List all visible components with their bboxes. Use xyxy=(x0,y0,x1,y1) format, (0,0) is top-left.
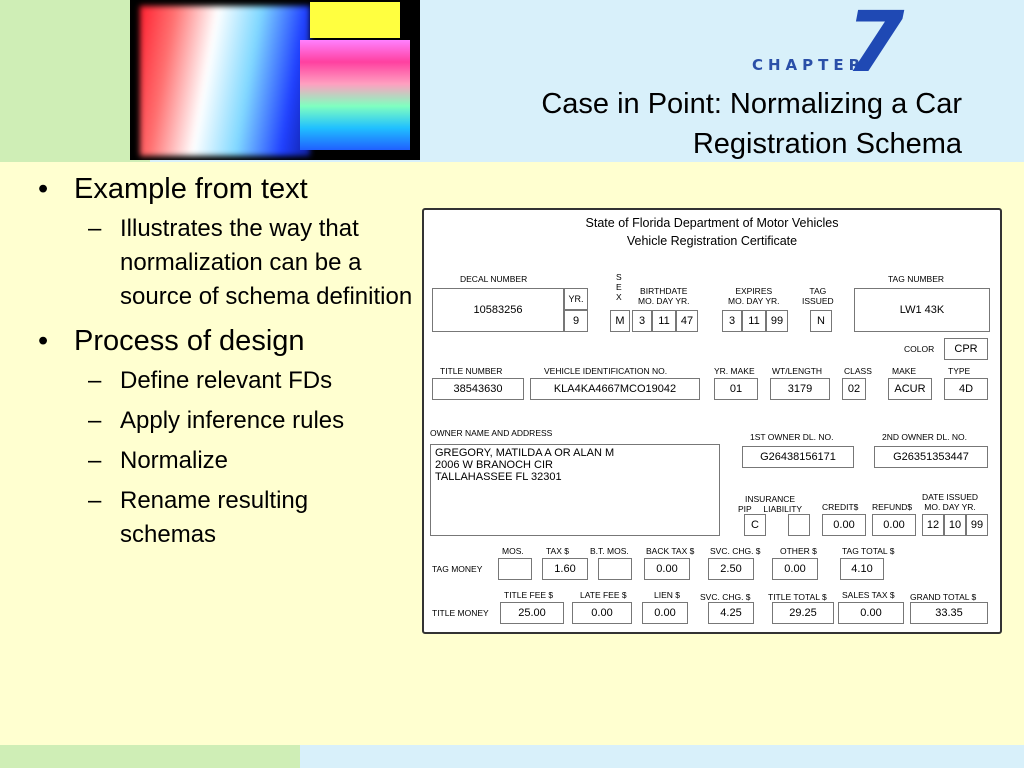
label-owner2-dl: 2ND OWNER DL. NO. xyxy=(882,432,968,442)
slide-title-line2: Registration Schema xyxy=(692,128,962,160)
owner-city: TALLAHASSEE FL 32301 xyxy=(435,471,562,483)
sub-bullet-rename: – Rename resulting schemas xyxy=(38,484,360,552)
footer-green-bar xyxy=(0,745,300,768)
slide-title-line1: Case in Point: Normalizing a Car xyxy=(541,88,962,120)
header-abstract-image xyxy=(130,0,420,160)
tag-number-field[interactable]: LW1 43K xyxy=(854,288,990,332)
mos-field[interactable] xyxy=(498,558,532,580)
label-date-issued: DATE ISSUED MO. DAY YR. xyxy=(922,492,979,512)
birth-day-field[interactable]: 11 xyxy=(652,310,676,332)
header-green-accent xyxy=(0,0,150,162)
form-title: State of Florida Department of Motor Vehicles xyxy=(585,216,839,230)
label-decal: DECAL NUMBER xyxy=(460,274,528,284)
label-title-total: TITLE TOTAL $ xyxy=(768,592,827,602)
label-class: CLASS xyxy=(844,366,872,376)
label-title-fee: TITLE FEE $ xyxy=(504,590,554,600)
label-color: COLOR xyxy=(904,344,935,354)
tag-issued-field[interactable]: N xyxy=(810,310,832,332)
bullet-process: • Process of design xyxy=(38,322,418,360)
label-expires: EXPIRES MO. DAY YR. xyxy=(728,286,780,306)
type-field[interactable]: 4D xyxy=(944,378,988,400)
tax-field[interactable]: 1.60 xyxy=(542,558,588,580)
make-field[interactable]: ACUR xyxy=(888,378,932,400)
label-owner1-dl: 1ST OWNER DL. NO. xyxy=(750,432,834,442)
birth-month-field[interactable]: 3 xyxy=(632,310,652,332)
grand-total-field[interactable]: 33.35 xyxy=(910,602,988,624)
label-bt-mos: B.T. MOS. xyxy=(590,546,629,556)
sub-bullet-inference: – Apply inference rules xyxy=(38,404,418,438)
exp-year-field[interactable]: 99 xyxy=(766,310,788,332)
yr-make-field[interactable]: 01 xyxy=(714,378,758,400)
exp-month-field[interactable]: 3 xyxy=(722,310,742,332)
title-total-field[interactable]: 29.25 xyxy=(772,602,834,624)
other-field[interactable]: 0.00 xyxy=(772,558,818,580)
svc-chg2-field[interactable]: 4.25 xyxy=(708,602,754,624)
issued-day-field[interactable]: 10 xyxy=(944,514,966,536)
sex-field[interactable]: M xyxy=(610,310,630,332)
label-birthdate: BIRTHDATE MO. DAY YR. xyxy=(638,286,690,306)
registration-certificate xyxy=(422,208,1002,634)
back-tax-field[interactable]: 0.00 xyxy=(644,558,690,580)
label-tax: TAX $ xyxy=(546,546,569,556)
label-make: MAKE xyxy=(892,366,917,376)
issued-year-field[interactable]: 99 xyxy=(966,514,988,536)
refunds-field[interactable]: 0.00 xyxy=(872,514,916,536)
label-wt-length: WT/LENGTH xyxy=(772,366,823,376)
label-refunds: REFUND$ xyxy=(872,502,913,512)
pip-field[interactable]: C xyxy=(744,514,766,536)
vin-field[interactable]: KLA4KA4667MCO19042 xyxy=(530,378,700,400)
lien-field[interactable]: 0.00 xyxy=(642,602,688,624)
bt-mos-field[interactable] xyxy=(598,558,632,580)
label-tag-money: TAG MONEY xyxy=(432,564,483,574)
label-yr: YR. xyxy=(564,288,588,310)
label-yr-make: YR. MAKE xyxy=(714,366,755,376)
late-fee-field[interactable]: 0.00 xyxy=(572,602,632,624)
owner-name: GREGORY, MATILDA A OR ALAN M xyxy=(435,447,615,459)
footer-blue-bar xyxy=(300,745,1024,768)
label-late-fee: LATE FEE $ xyxy=(580,590,627,600)
label-sales-tax: SALES TAX $ xyxy=(842,590,895,600)
label-credits: CREDIT$ xyxy=(822,502,859,512)
title-fee-field[interactable]: 25.00 xyxy=(500,602,564,624)
sub-bullet-illustrates: – Illustrates the way that normalization can be a source of schema definition xyxy=(38,212,420,314)
label-title-money: TITLE MONEY xyxy=(432,608,489,618)
label-insurance: INSURANCE PIP LIABILITY xyxy=(738,494,803,514)
svc-chg-field[interactable]: 2.50 xyxy=(708,558,754,580)
color-field[interactable]: CPR xyxy=(944,338,988,360)
owner-address-field[interactable] xyxy=(430,444,720,536)
credits-field[interactable]: 0.00 xyxy=(822,514,866,536)
chapter-number: 7 xyxy=(846,0,905,91)
label-svc-chg2: SVC. CHG. $ xyxy=(700,592,751,602)
birth-year-field[interactable]: 47 xyxy=(676,310,698,332)
label-mos: MOS. xyxy=(502,546,524,556)
label-type: TYPE xyxy=(948,366,971,376)
label-tag-number: TAG NUMBER xyxy=(888,274,945,284)
label-tag-total: TAG TOTAL $ xyxy=(842,546,895,556)
label-title-number: TITLE NUMBER xyxy=(440,366,503,376)
label-lien: LIEN $ xyxy=(654,590,680,600)
bullet-list xyxy=(38,170,418,558)
issued-month-field[interactable]: 12 xyxy=(922,514,944,536)
class-field[interactable]: 02 xyxy=(842,378,866,400)
sub-bullet-fds: – Define relevant FDs xyxy=(38,364,418,398)
owner-street: 2006 W BRANOCH CIR xyxy=(435,459,553,471)
label-grand-total: GRAND TOTAL $ xyxy=(910,592,977,602)
exp-day-field[interactable]: 11 xyxy=(742,310,766,332)
yr-field[interactable]: 9 xyxy=(564,310,588,332)
bullet-example: • Example from text xyxy=(38,170,418,208)
tag-total-field[interactable]: 4.10 xyxy=(840,558,884,580)
sub-bullet-normalize: – Normalize xyxy=(38,444,418,478)
form-subtitle: Vehicle Registration Certificate xyxy=(626,234,798,248)
chapter-label: CHAPTER xyxy=(752,56,866,74)
label-svc-chg: SVC. CHG. $ xyxy=(710,546,761,556)
label-sex: S E X xyxy=(616,272,622,302)
wt-length-field[interactable]: 3179 xyxy=(770,378,830,400)
label-other: OTHER $ xyxy=(780,546,817,556)
owner1-dl-field[interactable]: G26438156171 xyxy=(742,446,854,468)
slide-title xyxy=(541,84,962,164)
liability-field[interactable] xyxy=(788,514,810,536)
title-number-field[interactable]: 38543630 xyxy=(432,378,524,400)
decal-number-field[interactable]: 10583256 xyxy=(432,288,564,332)
owner2-dl-field[interactable]: G26351353447 xyxy=(874,446,988,468)
label-tag-issued: TAG ISSUED xyxy=(802,286,834,306)
label-back-tax: BACK TAX $ xyxy=(646,546,695,556)
label-vin: VEHICLE IDENTIFICATION NO. xyxy=(544,366,668,376)
sales-tax-field[interactable]: 0.00 xyxy=(838,602,904,624)
label-owner: OWNER NAME AND ADDRESS xyxy=(430,428,553,438)
